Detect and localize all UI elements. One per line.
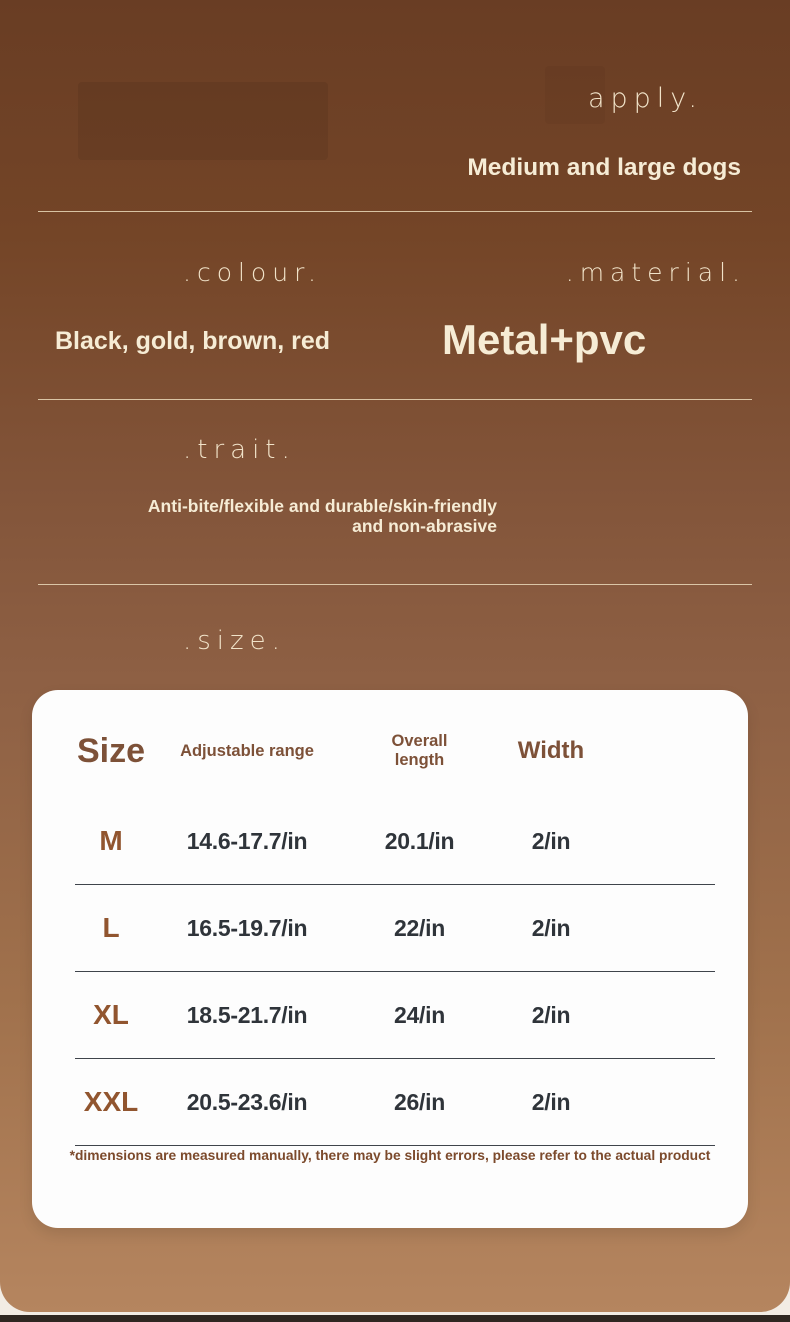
overall-length-value: 26/in (394, 1088, 445, 1115)
next-section-edge (0, 1315, 790, 1322)
section-divider (38, 584, 752, 585)
trait-heading: .trait. (183, 435, 296, 465)
adjustable-range-value: 16.5-19.7/in (186, 914, 308, 941)
section-divider (38, 211, 752, 212)
table-row-xl (75, 972, 715, 1059)
material-value: Metal+pvc (442, 316, 647, 363)
trait-value (148, 497, 497, 536)
column-header-size: Size (76, 731, 146, 770)
width-value: 2/in (531, 1088, 571, 1115)
table-row-l (75, 885, 715, 972)
column-header-adjustable-range: Adjustable range (180, 741, 314, 760)
size-label: XXL (83, 1086, 139, 1117)
adjustable-range-value: 14.6-17.7/in (186, 827, 308, 854)
trait-value-line2: and non-abrasive (352, 515, 497, 536)
adjustable-range-value: 18.5-21.7/in (186, 1001, 308, 1028)
size-table (75, 690, 715, 1146)
size-table-card (32, 690, 748, 1228)
table-footnote: *dimensions are measured manually, there may be slight errors, please refer to the actual product (69, 1148, 711, 1163)
column-header-overall-length: Overall length (391, 732, 448, 769)
apply-value: Medium and large dogs (467, 154, 741, 181)
trait-value-line1: Anti-bite/flexible and durable/skin-friendly (147, 496, 497, 516)
apply-heading: apply. (587, 83, 703, 114)
colour-value: Black, gold, brown, red (55, 327, 331, 355)
width-value: 2/in (531, 827, 571, 854)
overall-length-value: 20.1/in (384, 827, 455, 854)
adjustable-range-value: 20.5-23.6/in (186, 1088, 308, 1115)
material-heading: .material. (565, 258, 746, 287)
size-label: M (99, 825, 123, 856)
colour-heading: .colour. (183, 258, 323, 287)
overall-length-value: 22/in (394, 914, 445, 941)
size-heading: .size. (183, 626, 286, 656)
table-row-m (75, 798, 715, 885)
table-row-xxl (75, 1059, 715, 1146)
size-label: XL (93, 999, 129, 1030)
column-header-width: Width (517, 737, 585, 764)
blurred-patch (78, 82, 328, 160)
size-label: L (102, 912, 120, 943)
size-table-header-row (75, 690, 715, 798)
section-divider (38, 399, 752, 400)
overall-length-value: 24/in (394, 1001, 445, 1028)
width-value: 2/in (531, 914, 571, 941)
width-value: 2/in (531, 1001, 571, 1028)
